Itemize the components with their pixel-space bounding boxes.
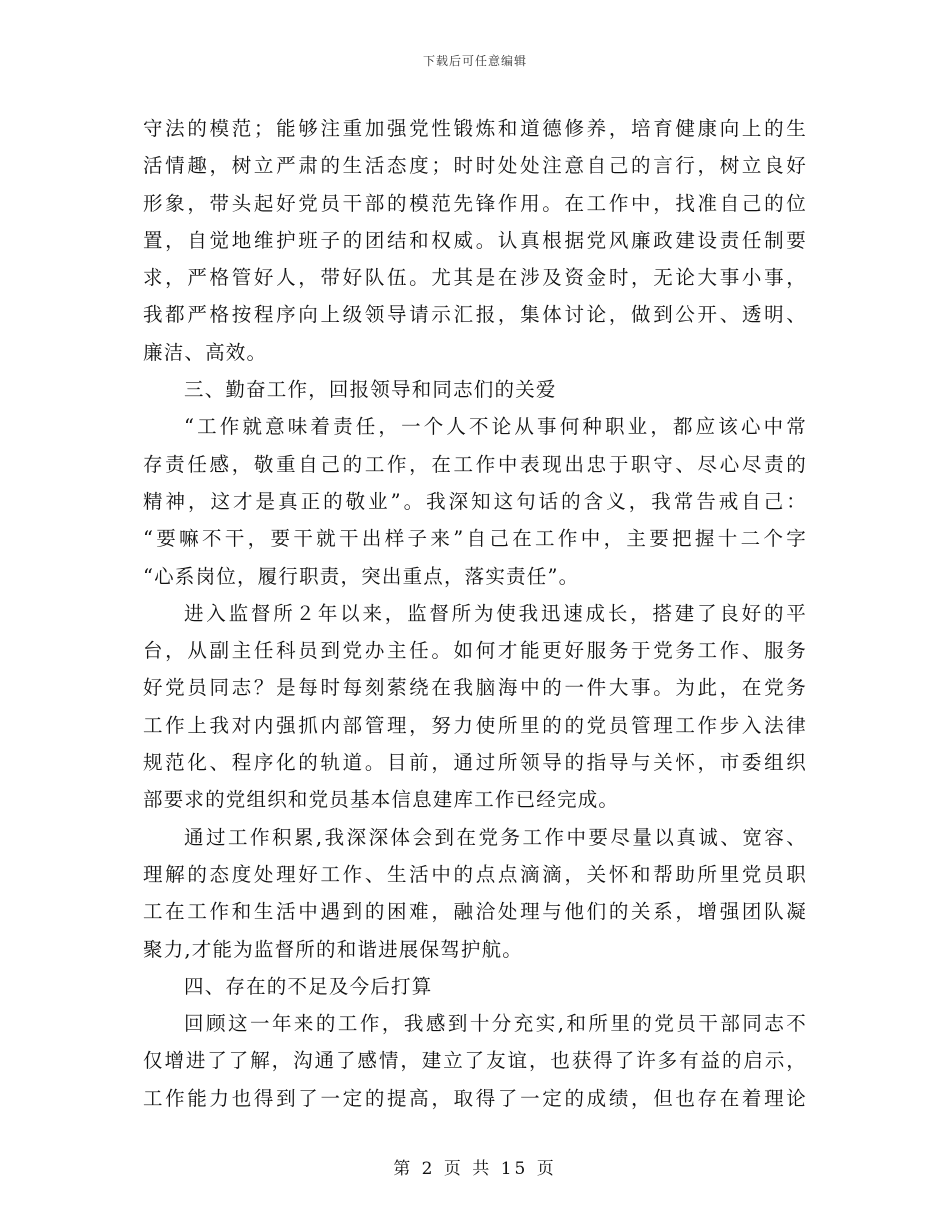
text-line: 部要求的党组织和党员基本信息建库工作已经完成。 (143, 788, 620, 812)
text-line: 回顾这一年来的工作，我感到十分充实,和所里的党员干部同志不 (184, 1012, 807, 1036)
text-line: 形象，带头起好党员干部的模范先锋作用。在工作中，找准自己的位 (143, 191, 807, 215)
page-number-footer: 第 2 页 共 15 页 (393, 1159, 557, 1179)
text-line: 廉洁、高效。 (143, 340, 268, 364)
page-header: 下载后可任意编辑 (422, 54, 527, 68)
section-heading: 三、勤奋工作，回报领导和同志们的关爱 (184, 378, 557, 402)
text-line: 求，严格管好人，带好队伍。尤其是在涉及资金时，无论大事小事， (143, 266, 807, 290)
text-line: 存责任感，敬重自己的工作，在工作中表现出忠于职守、尽心尽责的 (143, 452, 807, 476)
text-line: 守法的模范；能够注重加强党性锻炼和道德修养，培育健康向上的生 (143, 117, 807, 140)
text-line: 理解的态度处理好工作、生活中的点点滴滴，关怀和帮助所里党员职 (143, 862, 807, 886)
text-line: 活情趣，树立严肃的生活态度；时时处处注意自己的言行，树立良好 (143, 154, 807, 178)
text-line: “心系岗位，履行职责，突出重点，落实责任”。 (143, 564, 580, 588)
text-line: “工作就意味着责任，一个人不论从事何种职业，都应该心中常 (184, 415, 807, 439)
text-line: 工作上我对内强抓内部管理，努力使所里的的党员管理工作步入法律 (143, 713, 807, 737)
text-line: 仅增进了了解，沟通了感情，建立了友谊，也获得了许多有益的启示， (143, 1049, 807, 1073)
text-line: 工在工作和生活中遇到的困难，融洽处理与他们的关系，增强团队凝 (143, 900, 807, 924)
text-line: 精神，这才是真正的敬业”。我深知这句话的含义，我常告戒自己： (143, 489, 807, 513)
text-line: 置，自觉地维护班子的团结和权威。认真根据党风廉政建设责任制要 (143, 228, 807, 252)
text-line: “要嘛不干，要干就干出样子来”自己在工作中，主要把握十二个字 (143, 527, 807, 551)
text-line: 台，从副主任科员到党办主任。如何才能更好服务于党务工作、服务 (143, 639, 807, 663)
text-line: 好党员同志？是每时每刻萦绕在我脑海中的一件大事。为此，在党务 (143, 676, 807, 700)
document-body (143, 110, 807, 1117)
text-line: 通过工作积累,我深深体会到在党务工作中要尽量以真诚、宽容、 (184, 825, 807, 849)
section-heading: 四、存在的不足及今后打算 (184, 974, 433, 998)
text-line: 我都严格按程序向上级领导请示汇报，集体讨论，做到公开、透明、 (143, 303, 807, 327)
text-line: 进入监督所２年以来，监督所为使我迅速成长，搭建了良好的平 (184, 601, 807, 625)
text-line: 规范化、程序化的轨道。目前，通过所领导的指导与关怀，市委组织 (143, 751, 807, 775)
text-line: 工作能力也得到了一定的提高，取得了一定的成绩，但也存在着理论 (143, 1086, 807, 1110)
text-line: 聚力,才能为监督所的和谐进展保驾护航。 (143, 937, 523, 961)
